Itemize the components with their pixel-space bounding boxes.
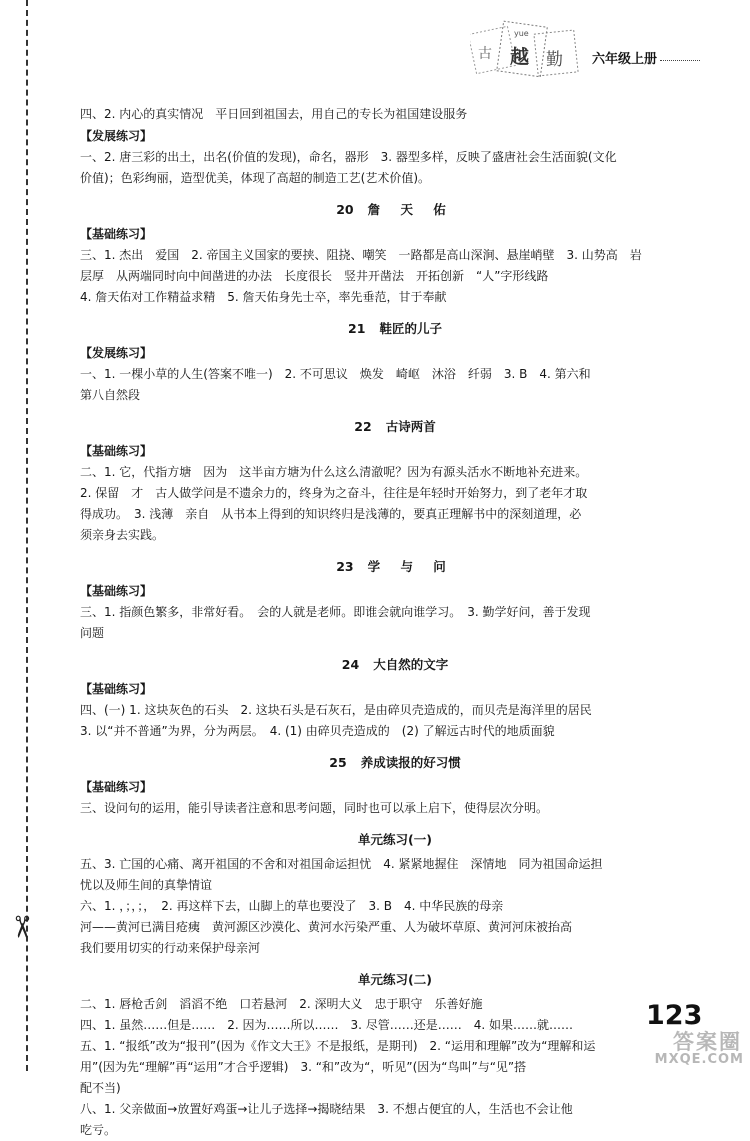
section-title (80, 969, 710, 990)
section-number: 20 (336, 202, 354, 217)
answer-line: 河——黄河已满目疮痍 黄河源区沙漠化、黄河水污染严重、人为破坏草原、黄河河床被抬高 (80, 920, 573, 934)
watermark (590, 1020, 750, 1071)
stamp-char-1: 古 (478, 46, 492, 62)
answer-line: 须亲身去实践。 (80, 528, 165, 542)
section-number: 24 (341, 657, 360, 672)
section-name: 养成读报的好习惯 (360, 755, 461, 770)
exercise-tag: 【基础练习】 (80, 444, 153, 458)
section-name: 古诗两首 (385, 419, 436, 434)
section-title (80, 199, 710, 220)
exercise-tag: 【发展练习】 (80, 346, 153, 360)
answer-line: 一、1. 一棵小草的人生(答案不唯一) 2. 不可思议 焕发 崎岖 沐浴 纤弱 3. B 4. 第六和 (80, 367, 591, 381)
answer-line: 四、(一) 1. 这块灰色的石头 2. 这块石头是石灰石，是由碎贝壳造成的，而贝壳是海洋里的居民 (80, 703, 592, 717)
stamp-pinyin: yue (514, 29, 529, 38)
section-number: 21 (348, 321, 366, 336)
answer-line: 八、1. 父亲做面→放置好鸡蛋→让儿子选择→揭晓结果 3. 不想占便宜的人，生活也不会让他 (80, 1102, 573, 1116)
section-title (80, 416, 710, 437)
exercise-tag: 【基础练习】 (80, 584, 153, 598)
section-title (80, 829, 710, 850)
grade-label: 六年级上册 (592, 52, 658, 67)
watermark-url: MXQE.COM (654, 1052, 744, 1067)
section-name: 单元练习(二) (358, 972, 432, 987)
answer-line: 第八自然段 (80, 388, 141, 402)
answer-line: 问题 (80, 626, 105, 640)
section-title (80, 752, 710, 773)
scissors-icon: ✂ (3, 914, 39, 940)
answer-line: 三、设问句的运用，能引导读者注意和思考问题，同时也可以承上启下，使得层次分明。 (80, 801, 549, 815)
stamp-char-2: 越 (510, 46, 530, 68)
answer-line: 层厚 从两端同时向中间凿进的办法 长度很长 竖井开凿法 开拓创新 “人”字形线路 (80, 269, 549, 283)
watermark-text: 答案圈 (673, 1030, 742, 1054)
answer-line: 四、2. 内心的真实情况 平日回到祖国去，用自己的专长为祖国建设服务 (80, 107, 468, 121)
section-name: 詹 天 佑 (367, 202, 454, 217)
answer-line: 忧以及师生间的真挚情谊 (80, 878, 213, 892)
answer-line: 价值)；色彩绚丽，造型优美，体现了高超的制造工艺(艺术价值)。 (80, 171, 431, 185)
answer-line: 四、1. 虽然……但是…… 2. 因为……所以…… 3. 尽管……还是…… 4. 如果……就…… (80, 1018, 574, 1032)
exercise-tag: 【基础练习】 (80, 682, 153, 696)
section-name: 大自然的文字 (373, 657, 449, 672)
cut-line (26, 0, 28, 1071)
page-number: 123 (646, 1000, 703, 1031)
section-name: 鞋匠的儿子 (379, 321, 442, 336)
answer-line: 五、3. 亡国的心痛、离开祖国的不舍和对祖国命运担忧 4. 紧紧地握住 深情地 同为祖国命运担 (80, 857, 603, 871)
answer-line: 六、1. ，；，；， 2. 再这样下去，山脚上的草也要没了 3. B 4. 中华民族的母亲 (80, 899, 504, 913)
stamp-char-3: 勤 (546, 50, 563, 70)
answer-line: 五、1. “报纸”改为“报刊”(因为《作文大王》不是报纸，是期刊) 2. “运用和理解”改为“理解和运 (80, 1039, 596, 1053)
answer-line: 我们要用切实的行动来保护母亲河 (80, 941, 261, 955)
answer-line: 吃亏。 (80, 1123, 117, 1137)
answer-line: 配不当) (80, 1081, 121, 1095)
answer-line: 一、2. 唐三彩的出土，出名(价值的发现)，命名，器形 3. 器型多样，反映了盛唐社会生活面貌(文化 (80, 150, 617, 164)
section-title (80, 556, 710, 577)
section-name: 学 与 问 (367, 559, 454, 574)
answer-line: 用”(因为先“理解”再“运用”才合乎逻辑) 3. “和”改为“，听见”(因为“鸟叫”与“见”搭 (80, 1060, 527, 1074)
answer-line: 二、1. 唇枪舌剑 滔滔不绝 口若悬河 2. 深明大义 忠于职守 乐善好施 (80, 997, 483, 1011)
exercise-tag: 【发展练习】 (80, 129, 153, 143)
header-stamp (470, 20, 585, 82)
answer-line: 得成功。 3. 浅薄 亲自 从书本上得到的知识终归是浅薄的，要真正理解书中的深刻道理，必 (80, 507, 582, 521)
answer-line: 4. 詹天佑对工作精益求精 5. 詹天佑身先士卒，率先垂范，甘于奉献 (80, 290, 447, 304)
answer-line: 三、1. 指颜色繁多，非常好看。 会的人就是老师。即谁会就向谁学习。 3. 勤学好问，善于发现 (80, 605, 591, 619)
answer-line: 三、1. 杰出 爱国 2. 帝国主义国家的要挟、阻挠、嘲笑 一路都是高山深涧、悬崖峭壁 3. 山势高 岩 (80, 248, 642, 262)
exercise-tag: 【基础练习】 (80, 780, 153, 794)
answer-line: 2. 保留 才 古人做学问是不遗余力的，终身为之奋斗，往往是年轻时开始努力，到了老年才取 (80, 486, 588, 500)
section-name: 单元练习(一) (358, 832, 432, 847)
section-number: 22 (354, 419, 372, 434)
section-title (80, 318, 710, 339)
header-dotted-line (660, 60, 700, 61)
answer-content (80, 104, 710, 1141)
answer-line: 二、1. 它，代指方塘 因为 这半亩方塘为什么这么清澈呢？因为有源头活水不断地补充进来。 (80, 465, 588, 479)
section-title (80, 654, 710, 675)
answer-line: 3. 以“并不普通”为界，分为两层。 4. (1) 由碎贝壳造成的 (2) 了解远古时代的地质面貌 (80, 724, 555, 738)
section-number: 25 (329, 755, 347, 770)
exercise-tag: 【基础练习】 (80, 227, 153, 241)
section-number: 23 (336, 559, 354, 574)
